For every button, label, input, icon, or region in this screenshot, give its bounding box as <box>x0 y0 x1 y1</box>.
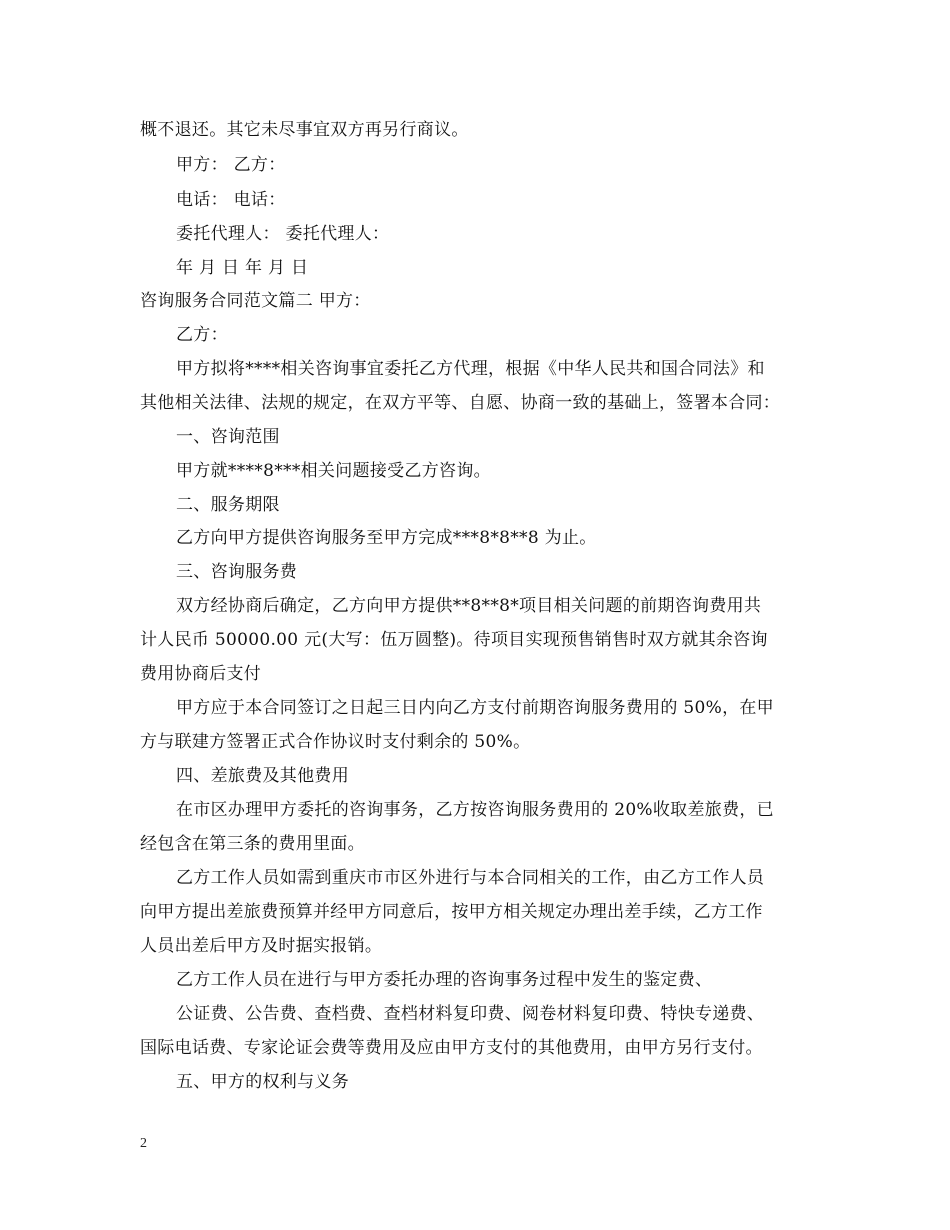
text-line: 甲方拟将****相关咨询事宜委托乙方代理，根据《中华人民共和国合同法》和 <box>176 359 765 379</box>
text-line: 方与联建方签署正式合作协议时支付剩余的 50%。 <box>140 732 531 752</box>
text-line: 年 月 日 年 月 日 <box>176 258 309 278</box>
section-heading: 二、服务期限 <box>176 495 280 515</box>
text-line: 公证费、公告费、查档费、查档材料复印费、阅卷材料复印费、特快专递费、 <box>176 1004 765 1024</box>
text-line: 国际电话费、专家论证会费等费用及应由甲方支付的其他费用，由甲方另行支付。 <box>140 1038 763 1058</box>
section-heading: 五、甲方的权利与义务 <box>176 1072 349 1092</box>
text-line: 计人民币 50000.00 元(大写：伍万圆整)。待项目实现预售销售时双方就其余咨询 <box>140 630 768 650</box>
text-line: 双方经协商后确定，乙方向甲方提供**8**8*项目相关问题的前期咨询费用共 <box>176 596 762 616</box>
text-line: 经包含在第三条的费用里面。 <box>140 834 365 854</box>
text-line: 甲方： 乙方： <box>176 155 286 175</box>
text-line: 乙方： <box>176 325 228 345</box>
text-line: 乙方工作人员如需到重庆市市区外进行与本合同相关的工作，由乙方工作人员 <box>176 868 765 888</box>
text-line: 乙方向甲方提供咨询服务至甲方完成***8*8**8 为止。 <box>176 528 597 548</box>
text-line: 甲方就****8***相关问题接受乙方咨询。 <box>176 461 491 481</box>
text-line: 委托代理人： 委托代理人： <box>176 224 390 244</box>
text-line: 甲方应于本合同签订之日起三日内向乙方支付前期咨询服务费用的 50%，在甲 <box>176 698 774 718</box>
text-line: 乙方工作人员在进行与甲方委托办理的咨询事务过程中发生的鉴定费、 <box>176 970 713 990</box>
text-line: 其他相关法律、法规的规定，在双方平等、自愿、协商一致的基础上，签署本合同： <box>140 393 781 413</box>
text-line: 电话： 电话： <box>176 190 286 210</box>
section-heading: 一、咨询范围 <box>176 427 280 447</box>
section-heading: 三、咨询服务费 <box>176 562 298 582</box>
text-line: 在市区办理甲方委托的咨询事务，乙方按咨询服务费用的 20%收取差旅费，已 <box>176 800 774 820</box>
text-line: 咨询服务合同范文篇二 甲方： <box>140 291 371 311</box>
text-line: 费用协商后支付 <box>140 664 262 684</box>
text-line: 向甲方提出差旅费预算并经甲方同意后，按甲方相关规定办理出差手续，乙方工作 <box>140 902 763 922</box>
page-number: 2 <box>140 1136 147 1151</box>
text-line: 人员出差后甲方及时据实报销。 <box>140 936 383 956</box>
section-heading: 四、差旅费及其他费用 <box>176 766 349 786</box>
text-line: 概不退还。其它未尽事宜双方再另行商议。 <box>140 120 469 140</box>
